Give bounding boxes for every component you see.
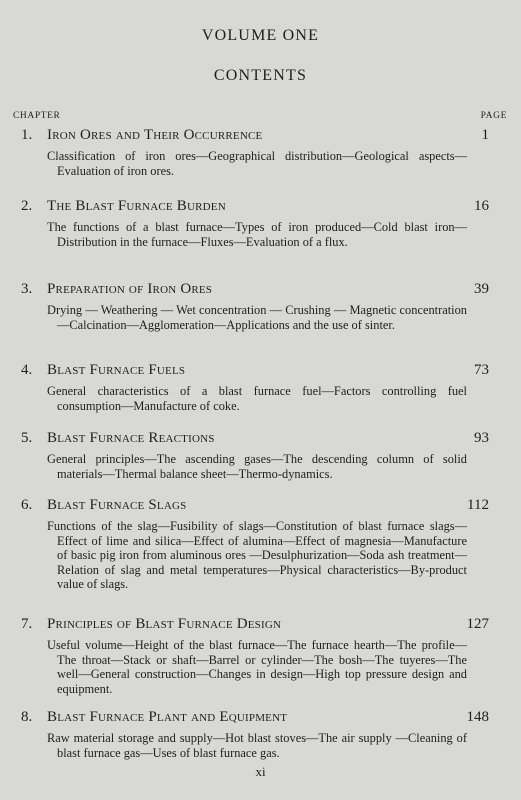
page-number: 93: [474, 430, 489, 446]
chapter-number: 8.: [21, 709, 33, 725]
chapter-description: General characteristics of a blast furnace fuel—Factors controlling fuel consumption—Manufacture of coke.: [47, 384, 467, 413]
page-number: 112: [467, 497, 489, 513]
volume-title: VOLUME ONE: [201, 27, 320, 44]
chapter-number: 2.: [21, 198, 33, 214]
chapter-title: Iron Ores and Their Occurrence: [47, 127, 263, 143]
chapter-description: Raw material storage and supply—Hot blast stoves—The air supply —Cleaning of blast furnace gas—Uses of blast furnace gas.: [47, 731, 467, 760]
chapter-description: Drying — Weathering — Wet concentration — Crushing — Magnetic concentration—Calcination—Agglomeration—Applications and the use of sinter.: [47, 303, 467, 332]
page-number: 39: [474, 281, 489, 297]
chapter-number: 1.: [21, 127, 33, 143]
page-number: 127: [466, 616, 489, 632]
chapter-title: Principles of Blast Furnace Design: [47, 616, 282, 632]
chapter-title: Blast Furnace Plant and Equipment: [47, 709, 288, 725]
chapter-description: General principles—The ascending gases—The descending column of solid materials—Thermal balance sheet—Thermo-dynamics.: [47, 452, 467, 481]
page-column-header: PAGE: [480, 111, 507, 121]
chapter-title: Blast Furnace Fuels: [47, 362, 186, 378]
chapter-number: 5.: [21, 430, 33, 446]
chapter-number: 3.: [21, 281, 33, 297]
chapter-title: Blast Furnace Reactions: [47, 430, 215, 446]
chapter-title: The Blast Furnace Burden: [47, 198, 226, 214]
page-number: 1: [481, 127, 489, 143]
chapter-number: 4.: [21, 362, 33, 378]
chapter-description: The functions of a blast furnace—Types of iron produced—Cold blast iron—Distribution in the furnace—Fluxes—Evaluation of a flux.: [47, 220, 467, 249]
chapter-title: Preparation of Iron Ores: [47, 281, 213, 297]
chapter-number: 6.: [21, 497, 33, 513]
chapter-description: Functions of the slag—Fusibility of slags—Constitution of blast furnace slags—Effect of lime and silica—Effect of alumina—Effect of magnesia—Manufacture of basic pig iron from aluminous ores —Desulphurization—Soda ash treatment—Relation of slag and metal temperatures—Physical characteristics—By-product value of slags.: [47, 519, 467, 592]
chapter-title: Blast Furnace Slags: [47, 497, 187, 513]
chapter-number: 7.: [21, 616, 33, 632]
chapter-column-header: CHAPTER: [13, 111, 61, 121]
page-number: 148: [466, 709, 489, 725]
chapter-description: Classification of iron ores—Geographical distribution—Geological aspects—Evaluation of iron ores.: [47, 149, 467, 178]
page-number: 16: [474, 198, 489, 214]
page-number: 73: [474, 362, 489, 378]
page-folio: xi: [255, 764, 266, 779]
contents-heading: CONTENTS: [213, 67, 308, 84]
chapter-description: Useful volume—Height of the blast furnace—The furnace hearth—The profile—The throat—Stack or shaft—Barrel or cylinder—The bosh—The tuyeres—The well—General construction—Changes in design—High top pressure design and equipment.: [47, 638, 467, 696]
